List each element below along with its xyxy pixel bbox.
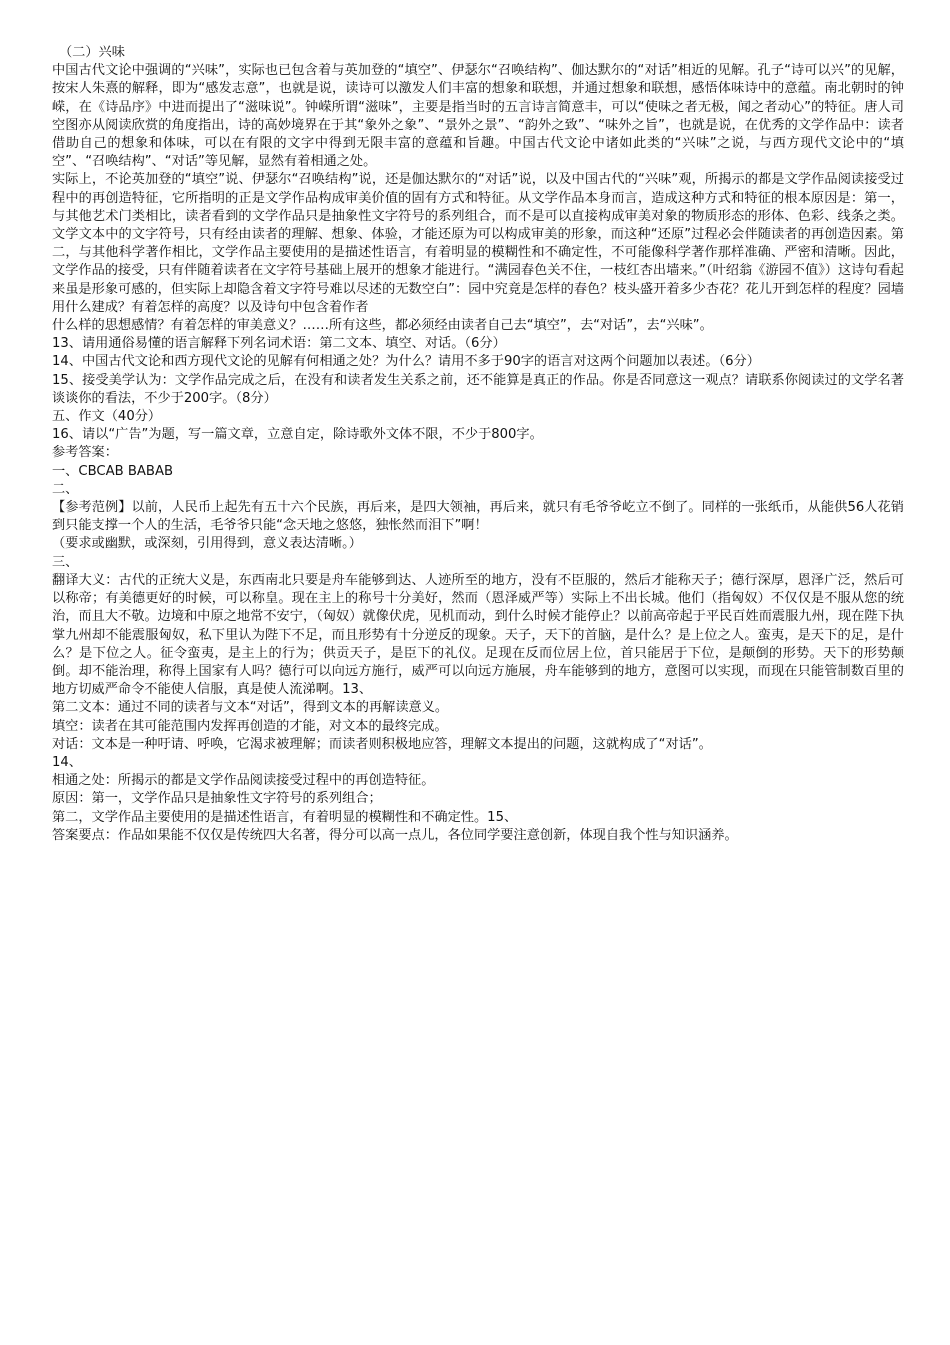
section-heading-essay: 五、作文（40分） bbox=[52, 409, 162, 425]
question-14: 14、中国古代文论和西方现代文论的见解有何相通之处？为什么？请用不多于90字的语言对这两个问题加以表述。（6分） bbox=[52, 354, 760, 370]
question-16: 16、请以“广告”为题，写一篇文章，立意自定，除诗歌外文体不限，不少于800字。 bbox=[52, 427, 543, 443]
answer-14-reason-1: 原因：第一，文学作品只是抽象性文字符号的系列组合； bbox=[52, 791, 382, 807]
answer-14-reason-2: 第二，文学作品主要使用的是描述性语言，有着明显的模糊性和不确定性。15、 bbox=[52, 809, 518, 825]
answer-translation: 翻译大义：古代的正统大义是，东西南北只要是舟车能够到达、人迹所至的地方，没有不臣服的，然后才能称天子；德行深厚，恩泽广泛，然后可以称帝；有美德更好的时候，可以称皇。现在主上的称号十分美好，然而（恩泽威严等）实际上不出长城。他们（指匈奴）不仅仅是不服从您的统治，而且大不敬。边境和中原之地常不安宁，（匈奴）就像伏虎，见机而动，到什么时候才能停止？以前高帝起于平民百姓而震服九州，现在陛下执掌九州却不能震服匈奴，私下里认为陛下不足，而且形势有十分逆反的现象。天子，天下的首脑，是什么？是上位之人。蛮夷，是天下的足，是什么？是下位之人。征令蛮夷，是主上的行为；供贡天子，是臣下的礼仪。足现在反而位居上位，首只能居于下位，是颠倒的形势。天下的形势颠倒。却不能治理，称得上国家有人吗？德行可以向远方施行，威严可以向远方施展，舟车能够到的地方，意图可以实现，而现在只能管制数百里的地方切威严命令不能使人信服，真是使人流涕啊。13、 bbox=[52, 572, 904, 698]
answer-14-heading: 14、 bbox=[52, 754, 82, 770]
answer-part-1: 一、CBCAB BABAB bbox=[52, 463, 174, 479]
passage-paragraph-2: 实际上，不论英加登的“填空”说、伊瑟尔“召唤结构”说，还是伽达默尔的“对话”说，以及中国古代的“兴味”观，所揭示的都是文学作品阅读接受过程中的再创造特征，它所指明的正是文学作品构成审美价值的固有方式和特征。从文学作品本身而言，造成这种方式和特征的根本原因是：第一，与其他艺术门类相比，读者看到的文学作品只是抽象性文字符号的系列组合，而不是可以直接构成审美对象的物质形态的形体、色彩、线条之类。文学文本中的文字符号，只有经由读者的理解、想象、体验，才能还原为可以构成审美的形象，而这种“还原”过程必会伴随读者的再创造因素。第二，与其他科学著作相比，文学作品主要使用的是描述性语言，有着明显的模糊性和不确定性，不可能像科学著作那样准确、严密和清晰。因此，文学作品的接受，只有伴随着读者在文字符号基础上展开的想象才能进行。“满园春色关不住，一枝红杏出墙来。”（叶绍翁《游园不值》）这诗句看起来虽是形象可感的，但实际上却隐含着文字符号难以尽述的无数空白”：园中究竟是怎样的春色？枝头盛开着多少杏花？花儿开到怎样的程度？园墙用什么建成？有着怎样的高度？以及诗句中包含着作者 bbox=[52, 172, 904, 315]
document-body bbox=[52, 44, 904, 845]
question-13: 13、请用通俗易懂的语言解释下列名词术语：第二文本、填空、对话。（6分） bbox=[52, 336, 506, 352]
answer-13-dialogue: 对话：文本是一种吁请、呼唤，它渴求被理解；而读者则积极地应答，理解文本提出的问题，这就构成了“对话”。 bbox=[52, 736, 712, 752]
answer-part-3-heading: 三、 bbox=[52, 554, 79, 570]
answer-part-2-heading: 二、 bbox=[52, 481, 79, 497]
answer-part-2-example: 【参考范例】以前，人民币上起先有五十六个民族，再后来，是四大领袖，再后来，就只有毛爷爷屹立不倒了。同样的一张纸币，从能供56人花销到只能支撑一个人的生活，毛爷爷只能“念天地之悠悠，独怅然而泪下”啊！ bbox=[52, 500, 904, 534]
answer-13-second-text: 第二文本：通过不同的读者与文本“对话”，得到文本的再解读意义。 bbox=[52, 700, 449, 716]
answer-13-fill-blank: 填空：读者在其可能范围内发挥再创造的才能，对文本的最终完成。 bbox=[52, 718, 448, 734]
passage-paragraph-1: 中国古代文论中强调的“兴味”，实际也已包含着与英加登的“填空”、伊瑟尔“召唤结构”、伽达默尔的“对话”相近的见解。孔子“诗可以兴”的见解，按宋人朱熹的解释，即为“感发志意”，也就是说，读诗可以激发人们丰富的想象和联想，并通过想象和联想，感悟体味诗中的意蕴。南北朝时的钟嵘，在《诗品序》中进而提出了“滋味说”。钟嵘所谓“滋味”，主要是指当时的五言诗言简意丰，可以“使味之者无极，闻之者动心”的特征。唐人司空图亦从阅读欣赏的角度指出，诗的高妙境界在于其“象外之象”、“景外之景”、“韵外之致”、“味外之旨”，也就是说，在优秀的文学作品中：读者借助自己的想象和体味，可以在有限的文字中得到无限丰富的意蕴和旨趣。中国古代文论中诸如此类的“兴味”之说，与西方现代文论中的“填空”、“召唤结构”、“对话”等见解，显然有着相通之处。 bbox=[52, 63, 904, 170]
passage-paragraph-3: 什么样的思想感情？有着怎样的审美意义？……所有这些，都必须经由读者自己去“填空”，去“对话”，去“兴味”。 bbox=[52, 318, 713, 334]
answer-14-common-point: 相通之处：所揭示的都是文学作品阅读接受过程中的再创造特征。 bbox=[52, 773, 435, 789]
answer-part-2-requirement: （要求或幽默，或深刻，引用得到，意义表达清晰。） bbox=[52, 536, 362, 552]
section-heading-xingwei: （二）兴味 bbox=[59, 45, 125, 60]
answer-key-heading: 参考答案： bbox=[52, 445, 118, 461]
question-15: 15、接受美学认为：文学作品完成之后，在没有和读者发生关系之前，还不能算是真正的作品。你是否同意这一观点？请联系你阅读过的文学名著谈谈你的看法，不少于200字。（8分） bbox=[52, 372, 904, 406]
answer-15-key-points: 答案要点：作品如果能不仅仅是传统四大名著，得分可以高一点儿，各位同学要注意创新，体现自我个性与知识涵养。 bbox=[52, 827, 738, 843]
